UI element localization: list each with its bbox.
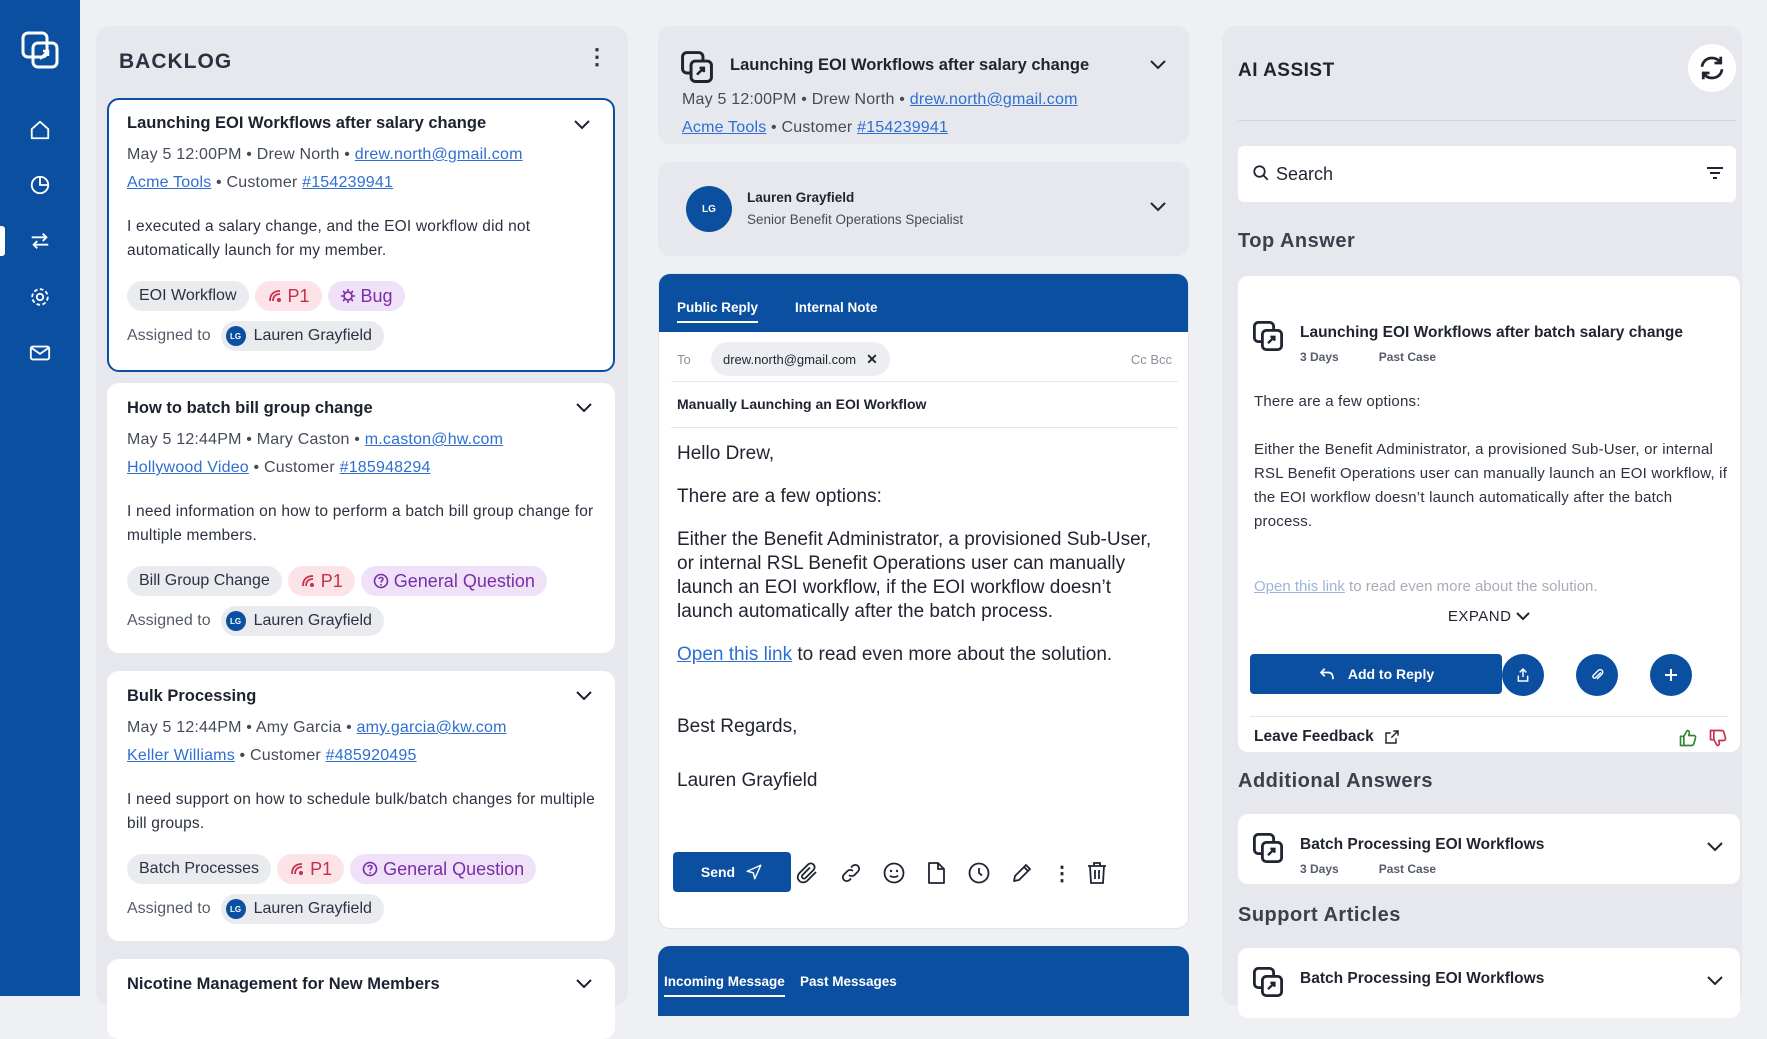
body-paragraph: Either the Benefit Administrator, a provisioned Sub-User, or internal RSL Benefit Operations user can manually launch an EOI workflow, if the EOI workflow doesn’t launch automatically after the batch process. [677, 529, 1152, 622]
priority-icon [267, 288, 283, 304]
signoff: Best Regards, [677, 716, 798, 737]
priority-icon [300, 573, 316, 589]
category-tag[interactable]: EOI Workflow [127, 281, 249, 311]
more-options-icon[interactable]: ⋮ [1052, 862, 1072, 885]
reply-icon [1318, 665, 1336, 683]
thumbs-up-icon[interactable] [1678, 728, 1698, 753]
side-navbar [0, 0, 80, 996]
search-input[interactable] [1276, 160, 1656, 188]
ticket-meta: May 5 12:44PM • Amy Garcia • amy.garcia@kw.com Keller Williams • Customer #485920495 [127, 719, 507, 764]
type-tag[interactable] [350, 854, 536, 884]
agent-role: Senior Benefit Operations Specialist [747, 212, 964, 227]
customer-label: Customer [263, 459, 335, 476]
clock-icon[interactable] [966, 860, 992, 886]
chevron-down-icon[interactable] [575, 401, 593, 419]
tab-incoming-message[interactable]: Incoming Message [664, 974, 785, 997]
ticket-customer-link[interactable]: #154239941 [302, 174, 394, 191]
divider [1250, 716, 1728, 717]
ticket-date: May 5 12:00PM [127, 146, 242, 163]
chevron-down-icon[interactable] [575, 689, 593, 707]
recipient-chip[interactable] [711, 342, 890, 376]
document-icon[interactable] [923, 860, 949, 886]
ticket-card[interactable] [107, 98, 615, 372]
customer-label: Customer [781, 119, 853, 136]
chevron-down-icon[interactable] [1149, 58, 1167, 76]
chevron-down-icon[interactable] [1706, 840, 1724, 858]
ticket-customer-link[interactable]: #154239941 [857, 119, 949, 136]
chart-icon[interactable] [26, 171, 54, 199]
attachment-icon [1589, 667, 1605, 683]
past-case-icon [1252, 832, 1284, 869]
type-tag[interactable] [328, 281, 405, 311]
article-icon [1252, 966, 1284, 1003]
answer-subinfo [1300, 862, 1476, 876]
question-icon [373, 573, 389, 589]
chevron-down-icon[interactable] [573, 118, 591, 136]
send-icon [745, 863, 763, 881]
ticket-company-link[interactable]: Acme Tools [682, 119, 767, 136]
tab-public-reply[interactable]: Public Reply [677, 300, 758, 323]
assignee-name: Lauren Grayfield [253, 900, 372, 917]
transfer-icon[interactable] [26, 227, 54, 255]
search-box [1238, 146, 1736, 202]
ticket-email-link[interactable]: drew.north@gmail.com [354, 146, 523, 163]
link-rest-text: to read even more about the solution. [792, 644, 1113, 665]
reply-composer [658, 273, 1189, 929]
answer-source: Past Case [1378, 862, 1437, 876]
ticket-date: May 5 12:44PM [127, 431, 242, 448]
body-paragraph [677, 643, 1172, 667]
cc-bcc-toggle[interactable]: Cc Bcc [1130, 352, 1172, 367]
assigned-label: Assigned to [127, 327, 211, 344]
trash-icon[interactable] [1084, 860, 1110, 886]
type-tag[interactable] [361, 566, 547, 596]
answer-link[interactable]: Open this link [1254, 578, 1345, 595]
mail-icon[interactable] [26, 339, 54, 367]
past-case-icon [1252, 320, 1284, 357]
answer-paragraph: There are a few options: [1254, 393, 1421, 410]
ticket-company-link[interactable]: Hollywood Video [127, 459, 249, 476]
composer-toolbar [673, 852, 1178, 896]
ticket-date: May 5 12:00PM [682, 91, 797, 108]
ticket-card[interactable] [107, 671, 615, 941]
attachment-icon[interactable] [795, 860, 821, 886]
ticket-company-link[interactable]: Keller Williams [127, 747, 235, 764]
ticket-title: Bulk Processing [127, 687, 257, 705]
ticket-header-meta: May 5 12:00PM • Drew North • drew.north@gmail.com Acme Tools • Customer #154239941 [682, 91, 1078, 136]
priority-label: P1 [320, 570, 343, 591]
type-label: General Question [393, 570, 535, 591]
thumbs-down-icon[interactable] [1708, 728, 1728, 753]
answer-source: Past Case [1378, 350, 1437, 364]
priority-label: P1 [287, 285, 310, 306]
chevron-down-icon [1516, 611, 1530, 621]
add-to-reply-label: Add to Reply [1347, 666, 1435, 682]
emoji-icon[interactable] [881, 860, 907, 886]
chevron-down-icon[interactable] [575, 977, 593, 995]
top-answer-card [1238, 276, 1740, 752]
assigned-label: Assigned to [127, 612, 211, 629]
home-icon[interactable] [26, 116, 54, 144]
body-paragraph: There are a few options: [677, 486, 882, 507]
attach-button[interactable] [1576, 654, 1618, 696]
subject-field[interactable]: Manually Launching an EOI Workflow [671, 384, 1178, 428]
ticket-customer-link[interactable]: #185948294 [339, 459, 431, 476]
refresh-icon [1697, 53, 1727, 83]
signature: Lauren Grayfield [677, 770, 818, 791]
avatar: LG [226, 611, 246, 631]
recipient-email: drew.north@gmail.com [723, 351, 857, 367]
avatar: LG [226, 899, 246, 919]
priority-icon [289, 861, 305, 877]
search-icon [1252, 164, 1270, 187]
expand-toggle[interactable] [1238, 608, 1740, 625]
ticket-tags [127, 566, 595, 596]
article-title: Batch Processing EOI Workflows [1300, 970, 1545, 987]
add-to-reply-button[interactable] [1250, 654, 1502, 694]
assigned-row [127, 317, 595, 355]
assigned-label: Assigned to [127, 900, 211, 917]
assignee-chip[interactable] [221, 606, 384, 636]
add-button[interactable] [1650, 654, 1692, 696]
composer-tabs [659, 274, 1189, 332]
solution-link[interactable]: Open this link [677, 644, 793, 665]
ai-assist-title: AI ASSIST [1238, 60, 1335, 81]
priority-tag[interactable] [255, 281, 322, 311]
customer-label: Customer [226, 174, 298, 191]
link-icon[interactable] [838, 860, 864, 886]
ticket-meta: May 5 12:44PM • Mary Caston • m.caston@hw.com Hollywood Video • Customer #185948294 [127, 431, 504, 476]
to-label: To [677, 352, 691, 367]
ticket-email-link[interactable]: amy.garcia@kw.com [356, 719, 507, 736]
assigned-row [127, 602, 595, 640]
avatar: LG [686, 186, 732, 232]
ticket-tags [127, 854, 595, 884]
ticket-email-link[interactable]: m.caston@hw.com [364, 431, 504, 448]
ticket-icon [680, 50, 714, 89]
support-articles-heading: Support Articles [1238, 904, 1401, 926]
question-icon [362, 861, 378, 877]
bug-icon [340, 288, 356, 304]
plus-icon [1662, 666, 1680, 684]
to-row [671, 338, 1178, 382]
ticket-card[interactable] [107, 959, 615, 1039]
link-rest-text: to read even more about the solution. [1344, 578, 1598, 595]
send-label: Send [700, 864, 736, 880]
ticket-description: I need information on how to perform a batch bill group change for multiple members. [127, 503, 594, 544]
ticket-email-link[interactable]: drew.north@gmail.com [909, 91, 1078, 108]
divider [1238, 120, 1736, 121]
backlog-title: BACKLOG [119, 50, 233, 73]
ticket-tags [127, 281, 595, 311]
ticket-company-link[interactable]: Acme Tools [127, 174, 212, 191]
agent-name: Lauren Grayfield [747, 190, 855, 205]
assigned-row [127, 890, 595, 928]
ticket-header [658, 26, 1189, 144]
ticket-requester: Mary Caston [256, 431, 350, 448]
ticket-meta: May 5 12:00PM • Drew North • drew.north@gmail.com Acme Tools • Customer #154239941 [127, 146, 523, 191]
leave-feedback-link[interactable] [1254, 728, 1400, 746]
assignee-name: Lauren Grayfield [253, 327, 372, 344]
feedback-thumbs [1678, 728, 1728, 753]
answer-title[interactable]: Launching EOI Workflows after batch salary change [1300, 324, 1683, 341]
assignee-name: Lauren Grayfield [253, 612, 372, 629]
priority-tag[interactable] [277, 854, 344, 884]
close-icon[interactable]: ✕ [866, 350, 878, 367]
ticket-title: How to batch bill group change [127, 399, 373, 417]
ticket-date: May 5 12:44PM [127, 719, 242, 736]
expand-label: EXPAND [1447, 608, 1512, 625]
answer-age: 3 Days [1300, 350, 1339, 364]
additional-answers-heading: Additional Answers [1238, 770, 1433, 792]
ticket-description: I need support on how to schedule bulk/batch changes for multiple bill groups. [127, 791, 595, 832]
ticket-requester: Drew North [811, 91, 895, 108]
ticket-card[interactable] [107, 383, 615, 653]
share-icon [1515, 667, 1531, 683]
backlog-menu-icon[interactable]: ⋮ [586, 44, 608, 69]
feedback-label: Leave Feedback [1254, 728, 1374, 745]
tab-internal-note[interactable]: Internal Note [795, 300, 878, 315]
share-button[interactable] [1502, 654, 1544, 696]
assignee-chip[interactable] [221, 894, 384, 924]
priority-tag[interactable] [288, 566, 355, 596]
chevron-down-icon[interactable] [1706, 974, 1724, 992]
avatar: LG [226, 326, 246, 346]
type-label: General Question [383, 858, 525, 879]
app-logo-icon[interactable] [20, 30, 60, 70]
type-label: Bug [360, 285, 393, 306]
answer-title: Batch Processing EOI Workflows [1300, 836, 1545, 853]
answer-card[interactable] [1238, 814, 1740, 884]
category-tag[interactable]: Batch Processes [127, 854, 271, 884]
answer-paragraph: Either the Benefit Administrator, a provisioned Sub-User, or internal RSL Benefit Operations user can manually launch an EOI workflow, if the EOI workflow doesn’t launch automatically after the batch process. [1254, 441, 1728, 530]
assignee-chip[interactable] [221, 321, 384, 351]
chevron-down-icon[interactable] [1149, 200, 1167, 218]
nav-active-indicator [0, 226, 5, 256]
settings-icon[interactable] [26, 283, 54, 311]
ticket-requester: Amy Garcia [255, 719, 342, 736]
answer-body [1254, 390, 1730, 558]
ticket-description: I executed a salary change, and the EOI workflow did not automatically launch for my member. [127, 218, 531, 259]
ticket-title: Launching EOI Workflows after salary change [127, 114, 487, 132]
top-answer-heading: Top Answer [1238, 230, 1356, 252]
customer-label: Customer [250, 747, 321, 764]
backlog-panel [96, 26, 628, 1006]
ticket-header-title: Launching EOI Workflows after salary change [730, 56, 1090, 74]
greeting: Hello Drew, [677, 443, 775, 464]
send-button[interactable] [673, 852, 791, 892]
external-link-icon [1384, 729, 1400, 745]
filter-icon[interactable] [1706, 166, 1724, 185]
ai-assist-panel [1222, 26, 1742, 1006]
pencil-icon[interactable] [1009, 860, 1035, 886]
refresh-button[interactable] [1688, 44, 1736, 92]
answer-age: 3 Days [1300, 862, 1339, 876]
ticket-customer-link[interactable]: #485920495 [325, 747, 417, 764]
priority-label: P1 [310, 858, 333, 879]
messages-panel [658, 946, 1189, 1016]
agent-card [658, 162, 1189, 256]
ticket-title: Nicotine Management for New Members [127, 975, 440, 993]
tab-past-messages[interactable]: Past Messages [800, 974, 897, 989]
answer-subinfo [1300, 350, 1476, 364]
ticket-requester: Drew North [256, 146, 340, 163]
category-tag[interactable]: Bill Group Change [127, 566, 282, 596]
article-card[interactable] [1238, 948, 1740, 1018]
answer-link-line [1254, 578, 1598, 595]
message-body[interactable] [677, 442, 1172, 812]
